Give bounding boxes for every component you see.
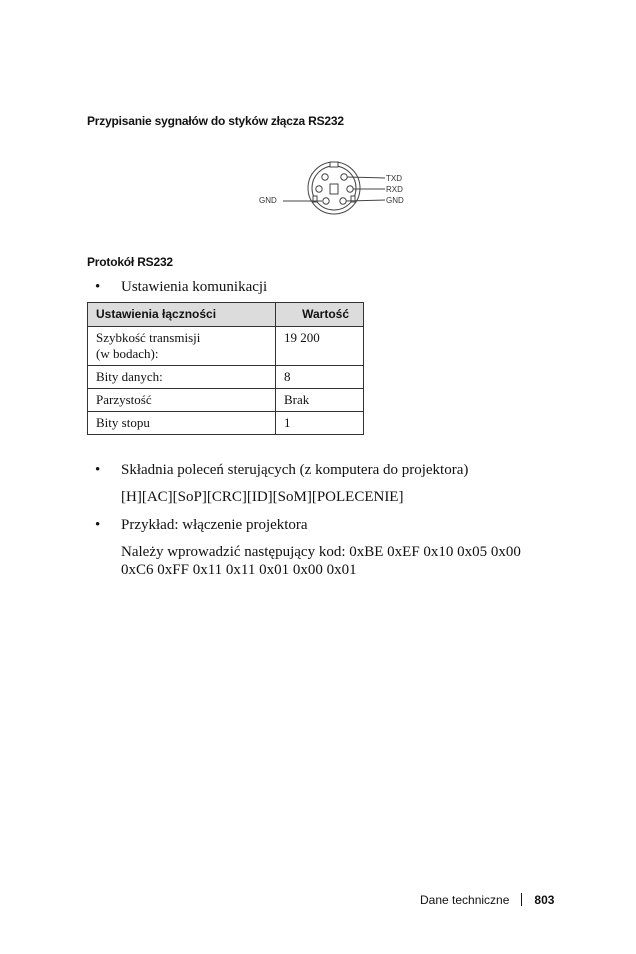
communication-settings-table (87, 302, 364, 435)
table-header-row (88, 303, 364, 327)
table-cell-value: 1 (276, 412, 364, 435)
table-row (88, 412, 364, 435)
pin-label-txd: TXD (386, 174, 402, 183)
table-cell-value: 19 200 (276, 327, 364, 366)
table-header-setting: Ustawienia łączności (88, 303, 276, 327)
table-cell-setting (88, 327, 276, 366)
syntax-value: [H][AC][SoP][CRC][ID][SoM][POLECENIE] (121, 489, 404, 505)
table-header-value: Wartość (276, 303, 364, 327)
bullet-example-label: Przykład: włączenie projektora (121, 517, 308, 533)
pin-label-gnd-right: GND (386, 196, 404, 205)
table-cell-setting: Bity stopu (88, 412, 276, 435)
page-footer (420, 893, 554, 907)
pin-label-rxd: RXD (386, 185, 403, 194)
example-code-line1: Należy wprowadzić następujący kod: 0xBE 0xEF 0x10 0x05 0x00 (121, 544, 521, 560)
footer-divider (521, 893, 522, 906)
footer-section-name: Dane techniczne (420, 893, 510, 907)
table-cell-value: 8 (276, 366, 364, 389)
table-cell-setting-line1: Szybkość transmisji (96, 330, 201, 345)
section-heading-pin-assignment: Przypisanie sygnałów do styków złącza RS232 (87, 114, 344, 128)
table-cell-value: Brak (276, 389, 364, 412)
table-cell-setting: Parzystość (88, 389, 276, 412)
table-row (88, 327, 364, 366)
section-heading-rs232-protocol: Protokół RS232 (87, 255, 173, 269)
table-row (88, 389, 364, 412)
bullet-icon: • (95, 517, 101, 533)
table-cell-setting-line2: (w bodach): (96, 346, 159, 361)
table-row (88, 366, 364, 389)
table-cell-setting: Bity danych: (88, 366, 276, 389)
example-code-line2: 0xC6 0xFF 0x11 0x11 0x01 0x00 0x01 (121, 562, 357, 578)
bullet-syntax-label: Składnia poleceń sterujących (z komputera do projektora) (121, 462, 469, 478)
bullet-comm-settings: Ustawienia komunikacji (121, 279, 268, 295)
pin-label-gnd-left: GND (259, 196, 277, 205)
page-number: 803 (534, 893, 555, 907)
rs232-connector-diagram (255, 158, 415, 218)
bullet-icon: • (95, 279, 101, 295)
bullet-icon: • (95, 462, 101, 478)
